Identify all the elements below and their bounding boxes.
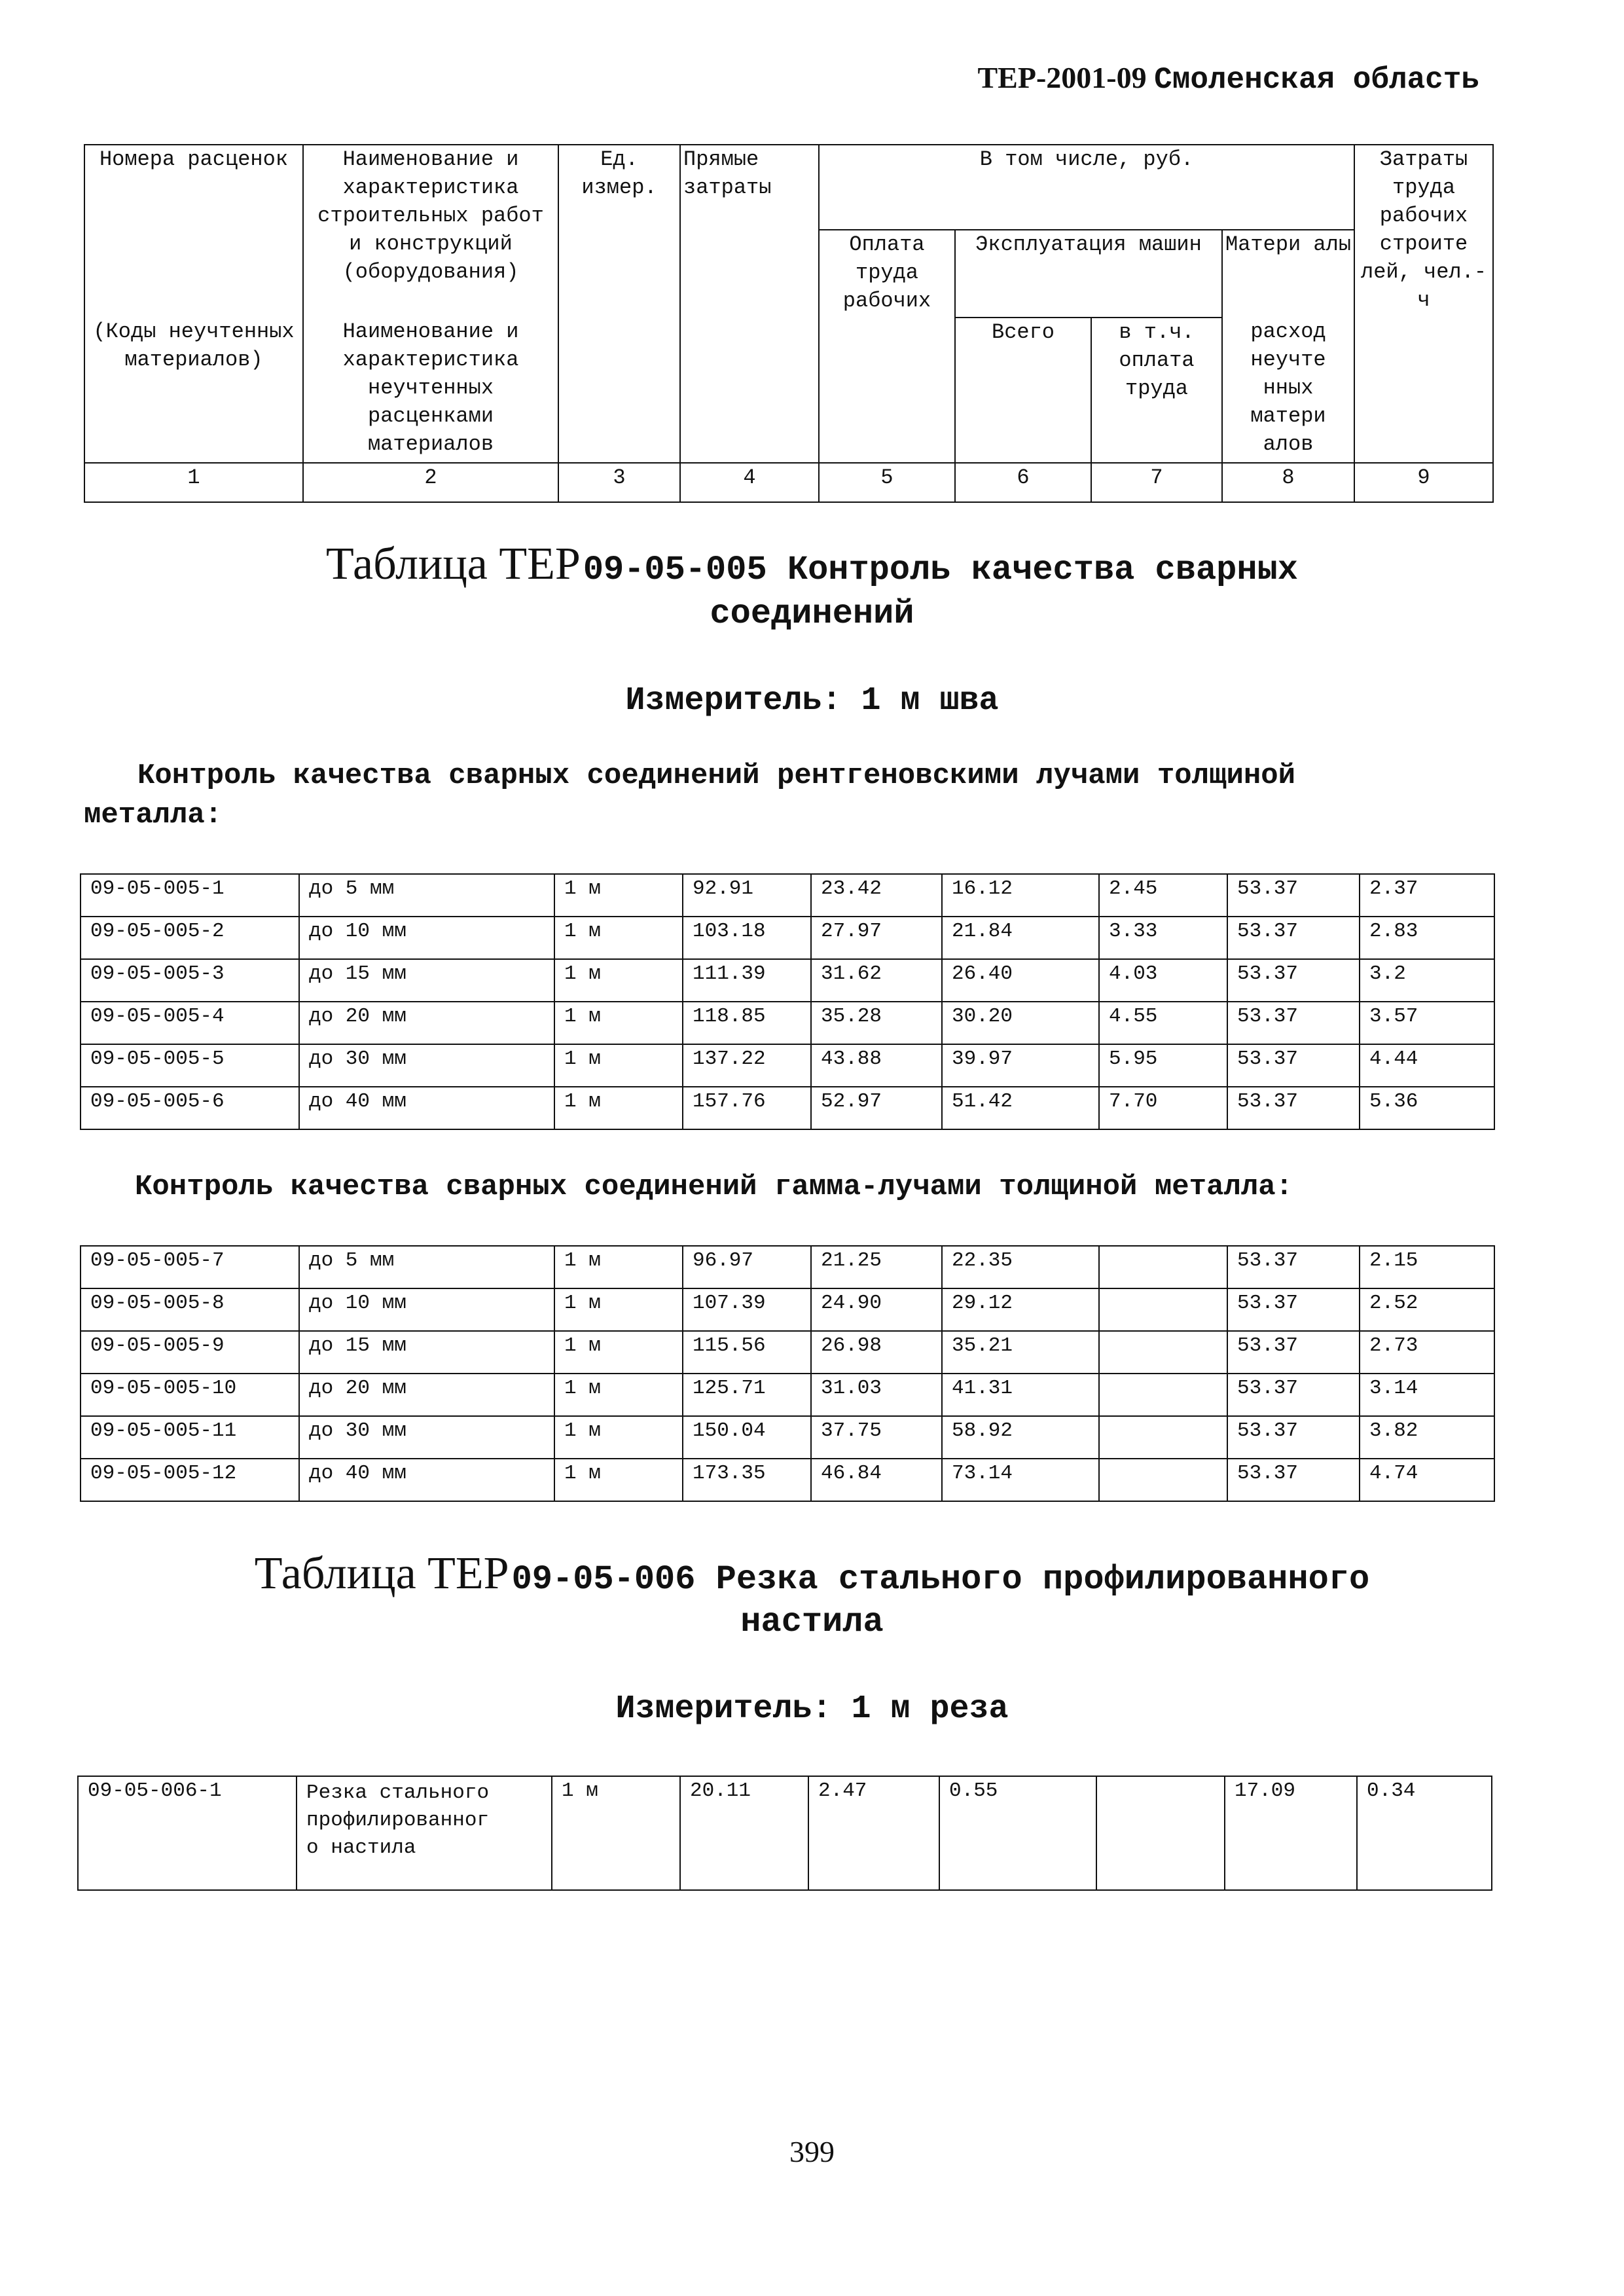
header-materials: Матери алы — [1222, 230, 1354, 318]
labor-hours: 3.2 — [1360, 959, 1494, 1002]
rate-code: 09-05-005-6 — [81, 1087, 299, 1129]
machines-total: 35.21 — [942, 1331, 1099, 1374]
unit: 1 м — [554, 1044, 683, 1087]
machines-labor: 4.55 — [1099, 1002, 1227, 1044]
work-name: до 15 мм — [299, 1331, 554, 1374]
table-row — [81, 917, 1494, 959]
materials: 53.37 — [1227, 1288, 1360, 1331]
xray-table — [80, 873, 1495, 1130]
work-name: до 30 мм — [299, 1416, 554, 1459]
materials: 53.37 — [1227, 1416, 1360, 1459]
header-codes: Номера расценок — [84, 145, 303, 318]
machines-total: 73.14 — [942, 1459, 1099, 1501]
table-row — [81, 1002, 1494, 1044]
labor-pay: 37.75 — [811, 1416, 942, 1459]
materials: 53.37 — [1227, 1246, 1360, 1288]
machines-total: 21.84 — [942, 917, 1099, 959]
direct-costs: 118.85 — [683, 1002, 811, 1044]
labor-hours: 2.15 — [1360, 1246, 1494, 1288]
work-name-line: о настила — [306, 1836, 416, 1859]
machines-labor — [1099, 1416, 1227, 1459]
header-work-name: Наименование и характеристика строительных работ и конструкций (оборудования) — [303, 145, 558, 318]
table-005-title-cont — [0, 593, 1624, 641]
table-title-line2: настила — [740, 1603, 884, 1641]
work-name-line: Резка стального — [306, 1781, 490, 1804]
unit: 1 м — [554, 917, 683, 959]
unit: 1 м — [552, 1776, 680, 1890]
unit: 1 м — [554, 1416, 683, 1459]
direct-costs: 137.22 — [683, 1044, 811, 1087]
table-row — [81, 1416, 1494, 1459]
labor-hours: 2.73 — [1360, 1331, 1494, 1374]
col-number: 4 — [680, 463, 819, 502]
rate-code: 09-05-005-11 — [81, 1416, 299, 1459]
labor-hours: 2.52 — [1360, 1288, 1494, 1331]
machines-total: 51.42 — [942, 1087, 1099, 1129]
work-name: до 10 мм — [299, 917, 554, 959]
materials: 53.37 — [1227, 874, 1360, 917]
unit: 1 м — [554, 1002, 683, 1044]
rate-code: 09-05-005-12 — [81, 1459, 299, 1501]
materials: 53.37 — [1227, 1087, 1360, 1129]
table-title-line1: 09-05-005 Контроль качества сварных — [583, 551, 1298, 589]
document-code: ТЕР-2001-09 — [977, 61, 1147, 94]
xray-subtitle-line2: металла: — [84, 799, 223, 831]
header-unaccounted-names: Наименование и характеристика неучтенных расценками материалов — [303, 318, 558, 463]
labor-hours: 2.83 — [1360, 917, 1494, 959]
machines-labor: 2.45 — [1099, 874, 1227, 917]
table-row — [81, 959, 1494, 1002]
labor-hours: 2.37 — [1360, 874, 1494, 917]
table-005-title — [0, 539, 1624, 597]
running-header — [838, 60, 1479, 97]
table-title-line1: 09-05-006 Резка стального профилированного — [511, 1560, 1370, 1599]
direct-costs: 173.35 — [683, 1459, 811, 1501]
col-number: 2 — [303, 463, 558, 502]
machines-labor — [1099, 1374, 1227, 1416]
direct-costs: 150.04 — [683, 1416, 811, 1459]
col-number: 8 — [1222, 463, 1354, 502]
direct-costs: 20.11 — [680, 1776, 808, 1890]
direct-costs: 111.39 — [683, 959, 811, 1002]
work-name: до 15 мм — [299, 959, 554, 1002]
table-row — [81, 1087, 1494, 1129]
header-labor-pay: Оплата труда рабочих — [819, 230, 955, 463]
rate-code: 09-05-005-4 — [81, 1002, 299, 1044]
header-numbering-row — [84, 463, 1493, 502]
machines-labor — [1096, 1776, 1225, 1890]
table-label: Таблица ТЕР — [325, 539, 581, 589]
labor-pay: 52.97 — [811, 1087, 942, 1129]
work-name-line: профилированног — [306, 1809, 490, 1832]
rate-code: 09-05-005-7 — [81, 1246, 299, 1288]
direct-costs: 125.71 — [683, 1374, 811, 1416]
unit: 1 м — [554, 1374, 683, 1416]
labor-pay: 31.62 — [811, 959, 942, 1002]
header-unit: Ед. измер. — [558, 145, 680, 463]
machines-labor — [1099, 1246, 1227, 1288]
machines-total: 16.12 — [942, 874, 1099, 917]
labor-hours: 4.74 — [1360, 1459, 1494, 1501]
machines-labor — [1099, 1288, 1227, 1331]
machines-labor: 5.95 — [1099, 1044, 1227, 1087]
machines-labor — [1099, 1459, 1227, 1501]
labor-pay: 31.03 — [811, 1374, 942, 1416]
machines-total: 41.31 — [942, 1374, 1099, 1416]
labor-pay: 26.98 — [811, 1331, 942, 1374]
work-name: до 30 мм — [299, 1044, 554, 1087]
labor-hours: 4.44 — [1360, 1044, 1494, 1087]
unit: 1 м — [554, 1331, 683, 1374]
rate-code: 09-05-005-5 — [81, 1044, 299, 1087]
table-row — [81, 1374, 1494, 1416]
rate-code: 09-05-005-1 — [81, 874, 299, 917]
col-number: 7 — [1091, 463, 1222, 502]
rate-code: 09-05-005-8 — [81, 1288, 299, 1331]
table-label: Таблица ТЕР — [254, 1548, 509, 1599]
header-machines: Эксплуатация машин — [955, 230, 1222, 318]
header-direct-costs: Прямые затраты — [680, 145, 819, 463]
xray-subtitle-line1: Контроль качества сварных соединений рентгеновскими лучами толщиной — [137, 759, 1296, 792]
table-006-measure: Измеритель: 1 м реза — [615, 1690, 1009, 1728]
machines-labor: 7.70 — [1099, 1087, 1227, 1129]
unit: 1 м — [554, 874, 683, 917]
materials: 53.37 — [1227, 1331, 1360, 1374]
table-row — [81, 1459, 1494, 1501]
table-006-title-cont — [0, 1601, 1624, 1649]
col-number: 9 — [1354, 463, 1493, 502]
table-row — [81, 1331, 1494, 1374]
table-row — [81, 1044, 1494, 1087]
direct-costs: 96.97 — [683, 1246, 811, 1288]
header-machines-labor: в т.ч. оплата труда — [1091, 318, 1222, 463]
labor-pay: 2.47 — [808, 1776, 939, 1890]
header-machines-total: Всего — [955, 318, 1091, 463]
header-unaccounted-consumption: расход неучте нных матери алов — [1222, 318, 1354, 463]
table-005-measure: Измеритель: 1 м шва — [625, 682, 999, 720]
machines-total: 58.92 — [942, 1416, 1099, 1459]
rate-code: 09-05-005-9 — [81, 1331, 299, 1374]
rate-code: 09-05-006-1 — [78, 1776, 297, 1890]
direct-costs: 157.76 — [683, 1087, 811, 1129]
labor-hours: 3.82 — [1360, 1416, 1494, 1459]
unit: 1 м — [554, 959, 683, 1002]
work-name — [297, 1776, 552, 1890]
table-row — [81, 1288, 1494, 1331]
materials: 53.37 — [1227, 959, 1360, 1002]
gamma-subtitle: Контроль качества сварных соединений гамма-лучами толщиной металла: — [135, 1171, 1293, 1203]
machines-total: 29.12 — [942, 1288, 1099, 1331]
cut-table — [77, 1776, 1492, 1891]
machines-total: 22.35 — [942, 1246, 1099, 1288]
table-006-title — [0, 1548, 1624, 1607]
work-name: до 10 мм — [299, 1288, 554, 1331]
header-labor-hours: Затраты труда рабочих строите лей, чел.-ч — [1354, 145, 1493, 463]
direct-costs: 115.56 — [683, 1331, 811, 1374]
header-unaccounted-codes: (Коды неучтенных материалов) — [84, 318, 303, 463]
unit: 1 м — [554, 1459, 683, 1501]
labor-pay: 27.97 — [811, 917, 942, 959]
machines-total: 30.20 — [942, 1002, 1099, 1044]
labor-pay: 24.90 — [811, 1288, 942, 1331]
machines-labor: 3.33 — [1099, 917, 1227, 959]
direct-costs: 92.91 — [683, 874, 811, 917]
work-name: до 40 мм — [299, 1087, 554, 1129]
labor-pay: 35.28 — [811, 1002, 942, 1044]
table-row — [81, 874, 1494, 917]
labor-pay: 43.88 — [811, 1044, 942, 1087]
machines-total: 26.40 — [942, 959, 1099, 1002]
unit: 1 м — [554, 1087, 683, 1129]
table-row — [81, 1246, 1494, 1288]
materials: 53.37 — [1227, 1002, 1360, 1044]
machines-total: 0.55 — [939, 1776, 1096, 1890]
gamma-table — [80, 1245, 1495, 1502]
materials: 53.37 — [1227, 1044, 1360, 1087]
direct-costs: 107.39 — [683, 1288, 811, 1331]
column-header-table — [84, 144, 1494, 503]
machines-labor — [1099, 1331, 1227, 1374]
direct-costs: 103.18 — [683, 917, 811, 959]
rate-code: 09-05-005-3 — [81, 959, 299, 1002]
work-name: до 5 мм — [299, 874, 554, 917]
materials: 53.37 — [1227, 1374, 1360, 1416]
machines-total: 39.97 — [942, 1044, 1099, 1087]
labor-hours: 5.36 — [1360, 1087, 1494, 1129]
labor-pay: 21.25 — [811, 1246, 942, 1288]
region-name: Смоленская область — [1154, 63, 1479, 97]
rate-code: 09-05-005-10 — [81, 1374, 299, 1416]
labor-hours: 3.14 — [1360, 1374, 1494, 1416]
labor-hours: 0.34 — [1357, 1776, 1492, 1890]
unit: 1 м — [554, 1288, 683, 1331]
table-row — [78, 1776, 1492, 1890]
page-number: 399 — [789, 2135, 835, 2168]
labor-hours: 3.57 — [1360, 1002, 1494, 1044]
rate-code: 09-05-005-2 — [81, 917, 299, 959]
work-name: до 20 мм — [299, 1374, 554, 1416]
col-number: 1 — [84, 463, 303, 502]
work-name: до 20 мм — [299, 1002, 554, 1044]
unit: 1 м — [554, 1246, 683, 1288]
labor-pay: 46.84 — [811, 1459, 942, 1501]
work-name: до 5 мм — [299, 1246, 554, 1288]
col-number: 5 — [819, 463, 955, 502]
materials: 53.37 — [1227, 1459, 1360, 1501]
col-number: 6 — [955, 463, 1091, 502]
table-title-line2: соединений — [710, 594, 914, 633]
header-including: В том числе, руб. — [819, 145, 1354, 230]
work-name: до 40 мм — [299, 1459, 554, 1501]
materials: 17.09 — [1225, 1776, 1357, 1890]
col-number: 3 — [558, 463, 680, 502]
labor-pay: 23.42 — [811, 874, 942, 917]
machines-labor: 4.03 — [1099, 959, 1227, 1002]
materials: 53.37 — [1227, 917, 1360, 959]
